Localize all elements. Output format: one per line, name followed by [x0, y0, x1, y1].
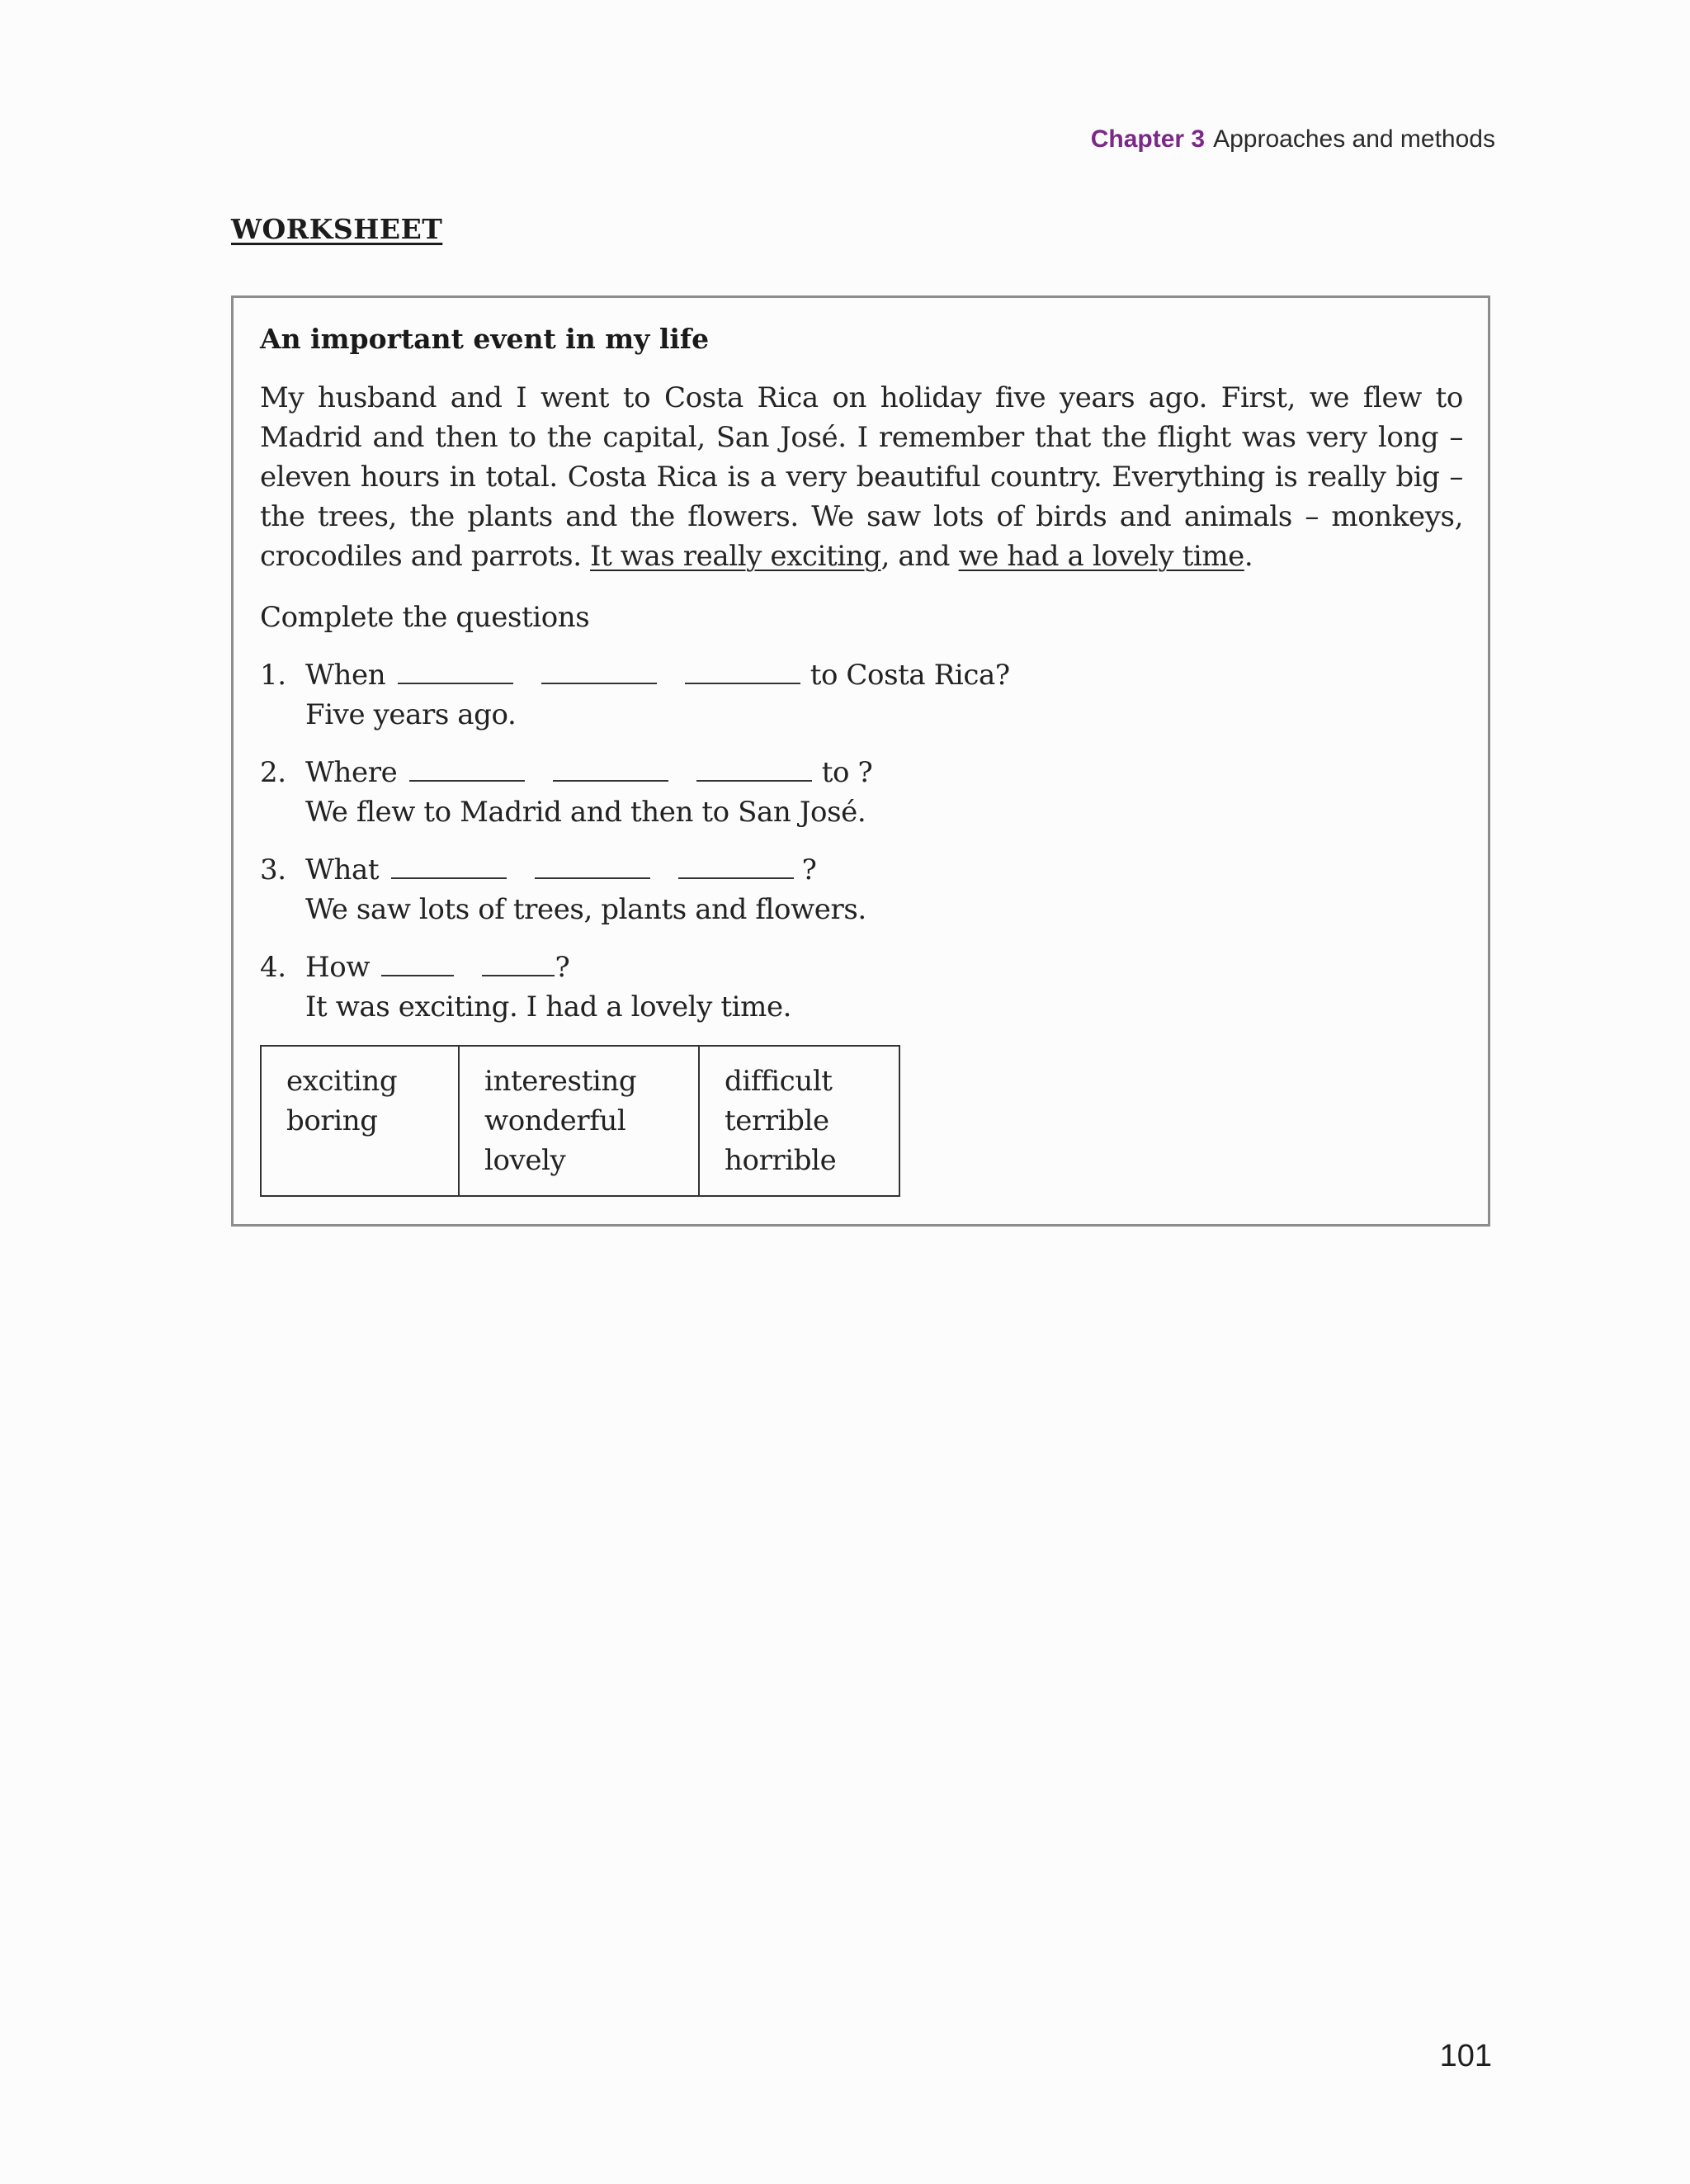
word-column-2	[459, 1046, 699, 1196]
question-end: ?	[555, 951, 570, 984]
answer-blank[interactable]	[553, 755, 668, 782]
question-answer: It was exciting. I had a lovely time.	[305, 990, 792, 1023]
question-3	[260, 850, 1463, 929]
word-column-3	[699, 1046, 899, 1196]
question-number: 2.	[260, 756, 286, 789]
question-start: How	[305, 951, 371, 984]
story-paragraph	[260, 378, 1463, 576]
chapter-title: Approaches and methods	[1213, 125, 1495, 153]
question-start: What	[305, 853, 380, 886]
word-item: exciting	[286, 1065, 398, 1098]
answer-blank[interactable]	[678, 853, 794, 879]
answer-blank[interactable]	[482, 950, 555, 976]
answer-blank[interactable]	[398, 658, 513, 684]
story-underlined-1: It was really exciting	[590, 540, 881, 573]
answer-blank[interactable]	[696, 755, 812, 782]
word-table	[260, 1045, 900, 1197]
answer-blank[interactable]	[391, 853, 507, 879]
instruction: Complete the questions	[260, 601, 590, 634]
question-number: 1.	[260, 659, 286, 692]
worksheet-heading: WORKSHEET	[231, 213, 443, 245]
question-end: to ?	[821, 756, 873, 789]
answer-blank[interactable]	[409, 755, 525, 782]
answer-blank[interactable]	[685, 658, 800, 684]
question-answer: Five years ago.	[305, 698, 517, 731]
question-answer: We saw lots of trees, plants and flowers.	[305, 893, 866, 926]
answer-blank[interactable]	[535, 853, 650, 879]
answer-blank[interactable]	[541, 658, 657, 684]
word-item: interesting	[484, 1065, 637, 1098]
word-item: terrible	[725, 1104, 829, 1137]
worksheet-box	[231, 295, 1490, 1227]
answer-blank[interactable]	[381, 950, 454, 976]
page-number: 101	[1439, 2039, 1492, 2073]
word-item: difficult	[725, 1065, 833, 1098]
story-text-before: My husband and I went to Costa Rica on holiday five years ago. First, we flew to Madrid and then to the capital, San José. I remember that the flight was very long – eleven hours in total. Costa Rica is a very beautiful country. Everything is really big – the trees, the plants and the flowers. We saw lots of birds and animals – monkeys, crocodiles and parrots.	[260, 381, 1463, 573]
question-1	[260, 655, 1463, 735]
question-start: Where	[305, 756, 398, 789]
question-answer: We flew to Madrid and then to San José.	[305, 796, 866, 829]
story-text-after: .	[1244, 540, 1253, 573]
running-head	[1091, 125, 1495, 154]
event-title: An important event in my life	[260, 323, 710, 355]
question-end: to Costa Rica?	[810, 659, 1010, 692]
question-end: ?	[801, 853, 817, 886]
question-4	[260, 948, 1463, 1027]
story-underlined-2: we had a lovely time	[958, 540, 1244, 573]
question-number: 3.	[260, 853, 286, 886]
word-item: boring	[286, 1104, 378, 1137]
word-item: lovely	[484, 1144, 566, 1177]
word-item: horrible	[725, 1144, 837, 1177]
question-number: 4.	[260, 951, 286, 984]
chapter-label: Chapter 3	[1090, 125, 1206, 153]
question-2	[260, 753, 1463, 832]
story-text-middle: , and	[880, 540, 959, 573]
word-column-1	[261, 1046, 459, 1196]
question-start: When	[305, 659, 386, 692]
word-item: wonderful	[484, 1104, 626, 1137]
